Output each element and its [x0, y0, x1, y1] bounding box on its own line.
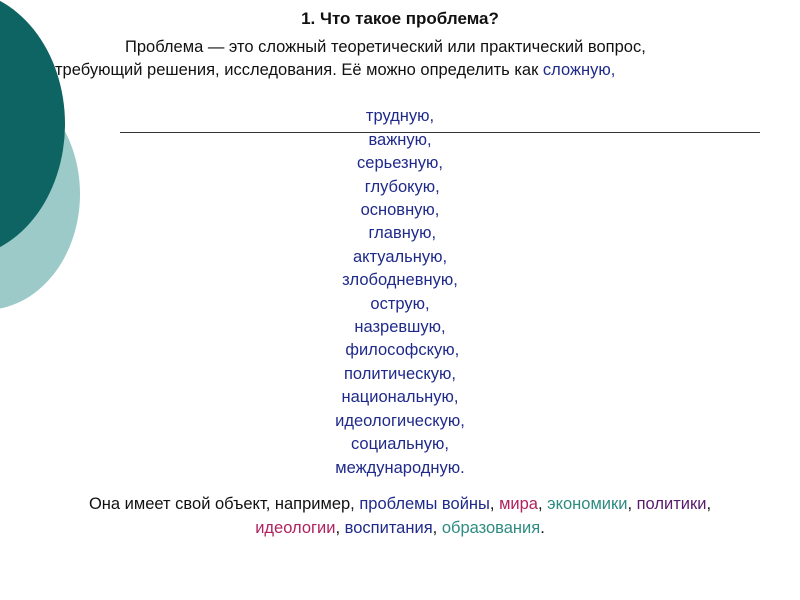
object-upbringing: воспитания — [344, 519, 433, 537]
adjective-complex: сложную, — [542, 61, 616, 79]
adjective-item: международную. — [335, 458, 465, 477]
object-line-1: Она имеет свой объект, например, проблемы войны, мира, экономики, политики, — [88, 495, 712, 513]
object-politics: политики — [636, 495, 707, 513]
adjective-item: злободневную, — [342, 271, 458, 290]
object-peace: мира — [499, 495, 538, 513]
slide-title: 1. Что такое проблема? — [301, 9, 499, 28]
adjective-list — [0, 82, 800, 480]
object-ideology: идеологии — [255, 519, 336, 537]
adjective-item: философскую, — [340, 341, 460, 360]
definition-paragraph — [55, 36, 765, 82]
adjective-item: идеологическую, — [335, 411, 465, 430]
object-economy: экономики — [547, 495, 628, 513]
adjective-item: глубокую, — [360, 177, 440, 196]
adjective-item: социальную, — [350, 435, 449, 454]
adjective-item: трудную, — [365, 107, 435, 126]
object-war: проблемы войны — [359, 495, 490, 513]
adjective-item: важную, — [368, 130, 432, 149]
adjective-list-spacer — [0, 82, 800, 105]
object-line-2: идеологии, воспитания, образования. — [255, 519, 545, 537]
adjective-item: национальную, — [341, 388, 459, 407]
adjective-item: серьезную, — [357, 154, 443, 173]
object-education: образования — [441, 519, 541, 537]
definition-line-2 — [55, 59, 765, 82]
adjective-item: политическую, — [343, 364, 456, 383]
definition-line-1: Проблема — это сложный теоретический или практический вопрос, — [125, 38, 646, 56]
adjective-item: острую, — [370, 294, 430, 313]
adjective-item: главную, — [363, 224, 437, 243]
object-paragraph — [0, 492, 800, 540]
adjective-item: основную, — [360, 201, 440, 220]
definition-line-2-text: требующий решения, исследования. Её можно определить как — [55, 61, 543, 79]
adjective-item: актуальную, — [352, 247, 448, 266]
adjective-item: назревшую, — [354, 318, 446, 337]
